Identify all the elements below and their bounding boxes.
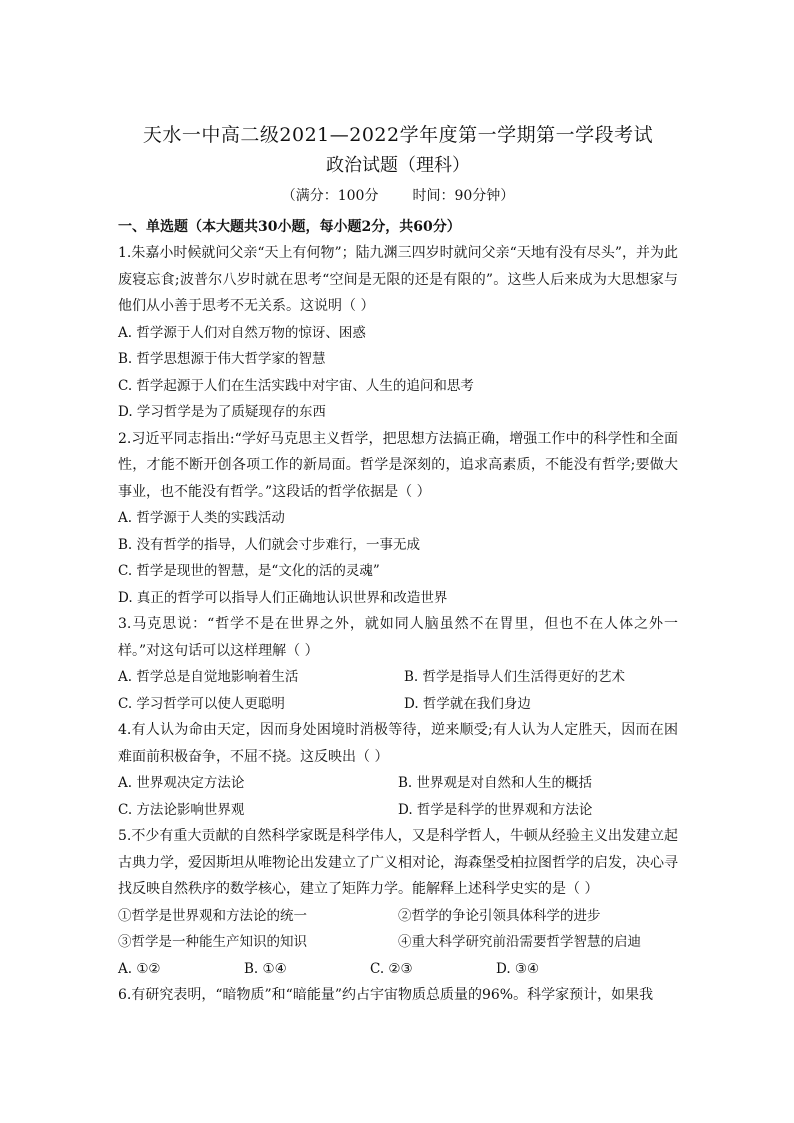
question-2-option-c: C. 哲学是现世的智慧，是“文化的活的灵魂” — [118, 563, 380, 579]
question-5-item-4: ④重大科学研究前沿需要哲学智慧的启迪 — [398, 934, 641, 950]
question-3-option-b: B. 哲学是指导人们生活得更好的艺术 — [404, 669, 626, 685]
question-4-stem: 4.有人认为命由天定，因而身处困境时消极等待，逆来顺受;有人认为人定胜天，因而在困难面前积极奋争，不屈不挠。这反映出（ ） — [118, 722, 678, 765]
question-5-item-3: ③哲学是一种能生产知识的知识 — [118, 934, 307, 950]
question-5-options — [118, 956, 678, 983]
question-2-stem: 2.习近平同志指出:“学好马克思主义哲学，把思想方法搞正确，增强工作中的科学性和全面性，才能不断开创各项工作的新局面。哲学是深刻的，追求高素质，不能没有哲学;要做大事业，也不能没有哲学。”这段话的哲学依据是（ ） — [118, 430, 678, 500]
question-2-option-a: A. 哲学源于人类的实践活动 — [118, 510, 285, 526]
question-4-option-b: B. 世界观是对自然和人生的概括 — [398, 775, 593, 791]
question-4-option-d: D. 哲学是科学的世界观和方法论 — [398, 801, 593, 818]
question-4-option-c: C. 方法论影响世界观 — [118, 801, 245, 818]
question-1-stem: 1.朱嘉小时候就问父亲“天上有何物”；陆九渊三四岁时就问父亲“天地有没有尽头”，并为此废寝忘食;波普尔八岁时就在思考“空间是无限的还是有限的”。这些人后来成为大思想家与他们从小善于思考不无关系。这说明（ ） — [118, 245, 678, 314]
question-5-option-b: B. ①④ — [244, 960, 287, 977]
question-5-item-2: ②哲学的争论引领具体科学的进步 — [398, 907, 601, 924]
question-5-items-row-1 — [118, 903, 678, 930]
question-5-option-a: A. ①② — [118, 960, 161, 977]
question-1-option-b: B. 哲学思想源于伟大哲学家的智慧 — [118, 351, 326, 367]
question-3-options-row-1 — [118, 664, 678, 691]
question-2-option-d: D. 真正的哲学可以指导人们正确地认识世界和改造世界 — [118, 589, 448, 606]
question-1-option-d: D. 学习哲学是为了质疑现存的东西 — [118, 404, 326, 420]
question-3-option-d: D. 哲学就在我们身边 — [404, 695, 531, 712]
exam-title: 天水一中高二级2021—2022学年度第一学期第一学段考试 — [142, 124, 654, 146]
question-4-options-row-1 — [118, 770, 678, 797]
question-4-option-a: A. 世界观决定方法论 — [118, 775, 245, 791]
question-1-option-c: C. 哲学起源于人们在生活实践中对宇宙、人生的追问和思考 — [118, 377, 474, 394]
question-5-items-row-2 — [118, 929, 678, 956]
question-6-stem: 6.有研究表明，“暗物质”和“暗能量”约占宇宙物质总质量的96%。科学家预计，如果我 — [118, 987, 654, 1003]
time-info: 时间：90分钟） — [412, 188, 515, 204]
question-5-option-c: C. ②③ — [370, 960, 413, 977]
exam-page — [118, 120, 678, 1009]
score-info: （满分：100分 — [281, 188, 379, 204]
section-heading: 一、单选题（本大题共30小题，每小题2分，共60分） — [118, 219, 461, 235]
question-3-stem: 3.马克思说：“哲学不是在世界之外，就如同人脑虽然不在胃里，但也不在人体之外一样。”对这句话可以这样理解（ ） — [118, 616, 678, 659]
question-1-option-a: A. 哲学源于人们对自然万物的惊讶、困惑 — [118, 324, 366, 341]
question-3-option-c: C. 学习哲学可以使人更聪明 — [118, 695, 285, 712]
exam-meta — [118, 182, 678, 210]
question-3-option-a: A. 哲学总是自觉地影响着生活 — [118, 669, 299, 685]
question-5-stem: 5.不少有重大贡献的自然科学家既是科学伟人，又是科学哲人，牛顿从经验主义出发建立起古典力学，爱因斯坦从唯物论出发建立了广义相对论，海森堡受柏拉图哲学的启发，决心寻找反映自然秩序的数学核心，建立了矩阵力学。能解释上述科学史实的是（ ） — [118, 828, 678, 897]
question-3-options-row-2 — [118, 691, 678, 718]
question-4-options-row-2 — [118, 797, 678, 824]
question-2-option-b: B. 没有哲学的指导，人们就会寸步难行，一事无成 — [118, 536, 421, 553]
exam-subtitle: 政治试题（理科） — [326, 155, 470, 176]
question-5-option-d: D. ③④ — [496, 960, 540, 977]
question-5-item-1: ①哲学是世界观和方法论的统一 — [118, 907, 307, 924]
